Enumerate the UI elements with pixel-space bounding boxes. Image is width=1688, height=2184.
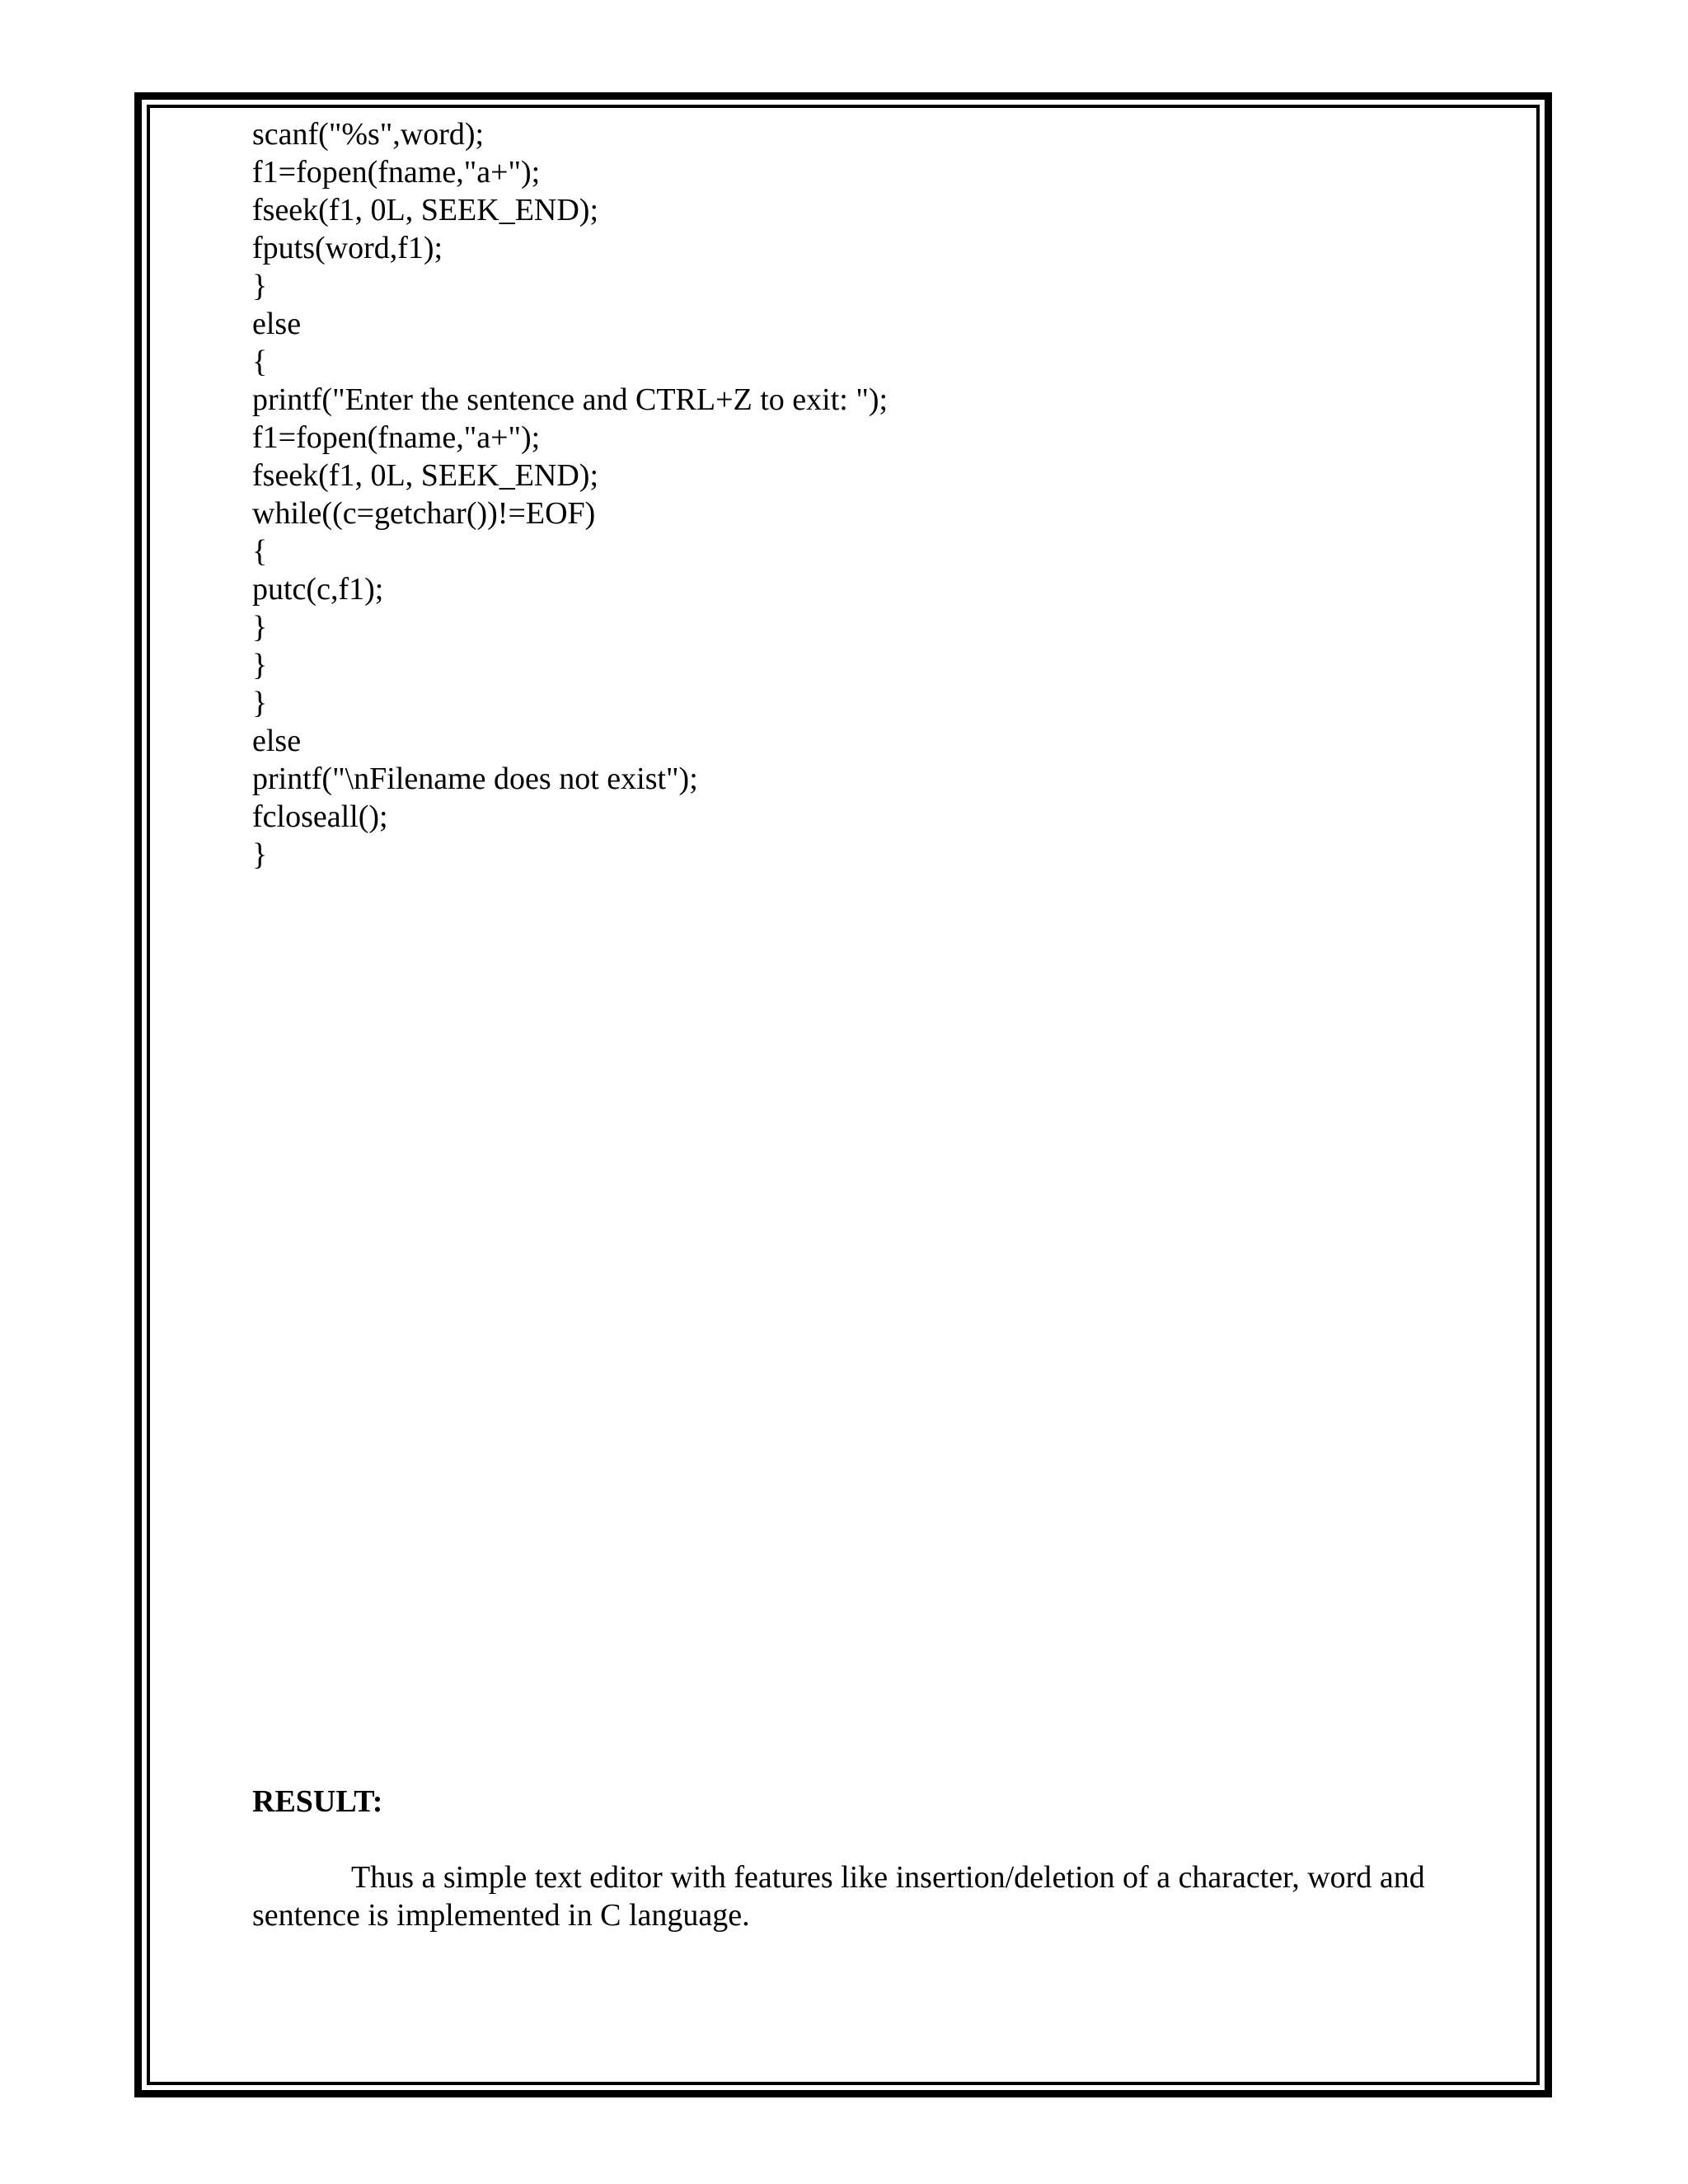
code-line: printf("\nFilename does not exist"); — [252, 762, 698, 796]
code-listing — [252, 115, 1489, 874]
code-line: scanf("%s",word); — [252, 117, 485, 152]
code-line: fputs(word,f1); — [252, 231, 443, 265]
code-line: while((c=getchar())!=EOF) — [252, 496, 596, 531]
code-line: } — [252, 610, 268, 644]
code-line: f1=fopen(fname,"a+"); — [252, 420, 541, 455]
code-line: putc(c,f1); — [252, 572, 384, 607]
code-line: } — [252, 269, 268, 303]
code-line: { — [252, 344, 268, 379]
code-line: { — [252, 534, 268, 569]
code-line: } — [252, 648, 268, 682]
result-heading: RESULT: — [252, 1784, 383, 1819]
code-line: } — [252, 686, 268, 720]
code-line: fcloseall(); — [252, 799, 388, 834]
code-line: fseek(f1, 0L, SEEK_END); — [252, 193, 599, 227]
code-line: } — [252, 837, 268, 872]
code-line: else — [252, 307, 302, 341]
code-line: f1=fopen(fname,"a+"); — [252, 155, 541, 190]
result-paragraph: Thus a simple text editor with features like insertion/deletion of a character, word and sentence is implemented in C language. — [252, 1860, 1425, 1933]
code-line: printf("Enter the sentence and CTRL+Z to exit: "); — [252, 382, 889, 417]
code-line: else — [252, 724, 302, 758]
code-line: fseek(f1, 0L, SEEK_END); — [252, 458, 599, 493]
